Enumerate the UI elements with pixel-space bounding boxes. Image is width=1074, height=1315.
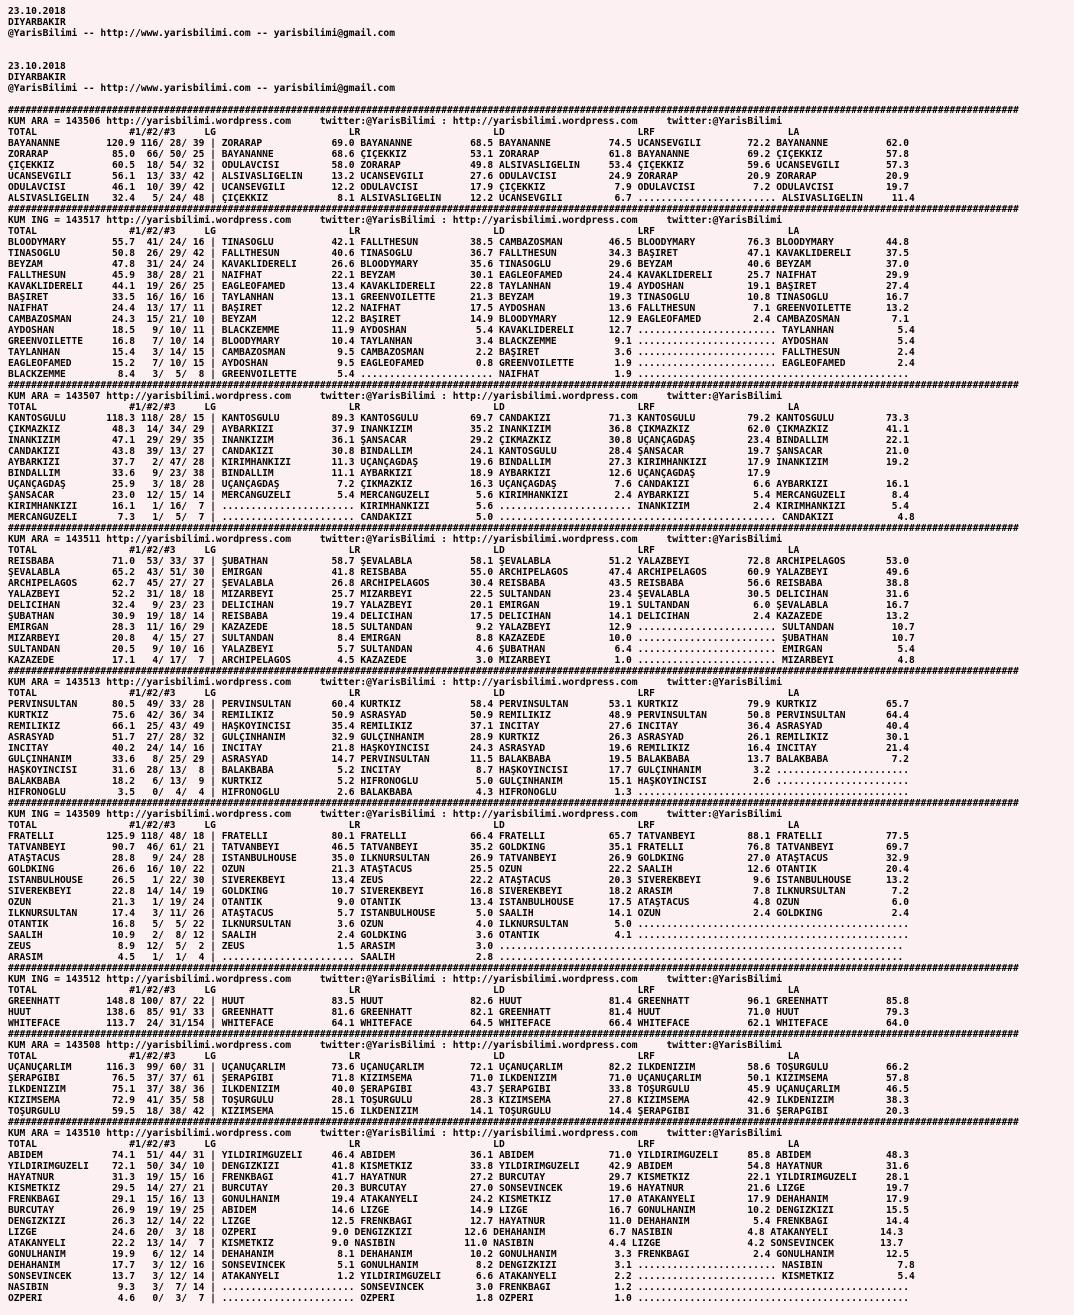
race-tables (8, 105, 1074, 1304)
report-line: ############################################################################################################################################################################### (8, 1117, 1019, 1128)
report-line: AYDOSHAN 18.5 9/ 10/ 11 | BLACKZEMME 11.9 AYDOSHAN 5.4 KAVAKLIDERELİ 12.7 ........................ TAYLANHAN 5.4 (8, 325, 915, 336)
report-line: İNANKIZIM 47.1 29/ 29/ 35 | İNANKIZIM 36.1 ŞANSACAR 29.2 ÇIKMAZKIZ 30.8 UÇANÇAGDAŞ 23.4 BINDALLIM 22.1 (8, 435, 910, 446)
report-line: İLKNURSULTAN 17.4 3/ 11/ 26 | ATAŞTACUS 5.7 İSTANBULHOUSE 5.0 SAALIH 14.1 ÖZÜN 2.4 GOLDKING 2.4 (8, 908, 910, 919)
report-line: KUM ARA = 143508 http://yarisbilimi.wordpress.com twitter:@YarisBilimi : http://yarisbilimi.wordpress.com twitter:@YarisBilimi (8, 1040, 782, 1051)
report-line: İLKDENİZİM 75.1 37/ 38/ 36 | İLKDENİZİM 40.0 ŞERAPGİBİ 43.7 ŞERAPGİBİ 33.8 TOŞURGÜLÜ 45.9 UÇANUÇARLIM 46.5 (8, 1084, 910, 1095)
report-line: KUM ING = 143509 http://yarisbilimi.wordpress.com twitter:@YarisBilimi : http://yarisbilimi.wordpress.com twitter:@YarisBilimi (8, 809, 782, 820)
report-line: TOTAL #1/#2/#3 LG LR LD LRF LA (8, 402, 800, 413)
report-line: GÜLÇİNHANIM 33.6 8/ 25/ 29 | ASRASYAD 14.7 PERVİNSULTAN 11.5 BALAKBABA 19.5 BALAKBABA 13.7 BALAKBABA 7.2 (8, 754, 910, 765)
report-line: LİZGE 24.6 20/ 3/ 18 | ÖZPERİ 9.0 DENGİZKIZI 12.6 DEHAHANIM 6.7 NASIBIN 4.8 ATAKANYELİ 14.3 (8, 1227, 904, 1238)
report-line: SONSEVİNCEK 13.7 3/ 12/ 14 | ATAKANYELİ 1.2 YILDIRIMGÜZELİ 6.6 ATAKANYELİ 2.2 ........................ KISMETKIZ 5.4 (8, 1271, 915, 1282)
report-line: ############################################################################################################################################################################### (8, 666, 1019, 677)
report-line: SİVEREKBEYİ 22.8 14/ 14/ 19 | GOLDKING 10.7 SİVEREKBEYİ 16.8 SİVEREKBEYİ 18.2 ARASIM 7.8 İLKNURSULTAN 7.2 (8, 886, 910, 897)
report-line: CANDAKIZI 43.8 39/ 13/ 27 | CANDAKIZI 30.8 BINDALLIM 24.1 KANTOSGÜLÜ 28.4 ŞANSACAR 19.7 ŞANSACAR 21.0 (8, 446, 910, 457)
report-line: NASIBIN 9.3 3/ 7/ 14 | ....................... SONSEVİNCEK 3.0 FRENKBAGI 1.2 ............................................... (8, 1282, 910, 1293)
header-date: 23.10.2018 (8, 6, 66, 17)
report-line: HİFRONOGLU 3.5 0/ 4/ 4 | HİFRONOGLU 2.6 BALAKBABA 4.3 HİFRONOGLU 1.3 ............................................... (8, 787, 910, 798)
report-line: FRENKBAGI 29.1 15/ 16/ 13 | GONULHANIM 19.4 ATAKANYELİ 24.2 KISMETKIZ 17.0 ATAKANYELİ 17.9 DEHAHANIM 17.9 (8, 1194, 910, 1205)
report-line: YALAZBEYİ 52.2 31/ 18/ 18 | MİZARBEYİ 25.7 MİZARBEYİ 22.5 SULTANDAN 23.4 ŞEVALABLA 30.5 DELİCİHAN 31.6 (8, 589, 910, 600)
report-line: TOTAL #1/#2/#3 LG LR LD LRF LA (8, 985, 800, 996)
report-line: MERCANGÜZELİ 7.3 1/ 5/ 7 | ....................... CANDAKIZI 5.0 ................................................ CANDAKIZI 4.8 (8, 512, 915, 523)
report-line: KUM ARA = 143510 http://yarisbilimi.wordpress.com twitter:@YarisBilimi : http://yarisbilimi.wordpress.com twitter:@YarisBilimi (8, 1128, 782, 1139)
report-line: ŞUBATHAN 30.9 19/ 18/ 14 | REİSBABA 19.4 DELİCİHAN 17.5 DELİCİHAN 14.1 DELİCİHAN 2.4 KAZAZEDE 13.2 (8, 611, 910, 622)
report-line: HAŞKOYİNCİSİ 31.6 28/ 13/ 8 | BALAKBABA 5.2 İNCİTAY 8.7 HAŞKOYİNCİSİ 17.7 GÜLÇİNHANIM 3.2 ....................... (8, 765, 910, 776)
report-line: KUM ARA = 143507 http://yarisbilimi.wordpress.com twitter:@YarisBilimi : http://yarisbilimi.wordpress.com twitter:@YarisBilimi (8, 391, 782, 402)
report-line: TINASOGLU 50.8 26/ 29/ 42 | FALLTHESUN 40.6 TINASOGLU 36.7 FALLTHESUN 34.3 BAŞIRET 47.1 KAVAKLIDERELİ 37.5 (8, 248, 910, 259)
report-line: KIRIMHANKIZI 16.1 1/ 16/ 7 | ....................... KIRIMHANKIZI 5.6 ....................... İNANKIZIM 2.4 KIRIMHANKIZI 5.4 (8, 501, 910, 512)
report-line: ASRASYAD 51.7 27/ 28/ 32 | GÜLÇİNHANIM 32.9 GÜLÇİNHANIM 28.9 KURTKIZ 26.3 ASRASYAD 26.1 REMİLİKIZ 30.1 (8, 732, 910, 743)
report-line: EAGLEOFAMED 15.2 7/ 10/ 15 | AYDOSHAN 9.5 EAGLEOFAMED 0.8 GREENVOILETTE 1.9 ........................ EAGLEOFAMED 2.4 (8, 358, 915, 369)
report-line: BEYZAM 47.8 31/ 24/ 24 | KAVAKLIDERELİ 26.6 BLOODYMARY 35.6 TINASOGLU 29.6 BEYZAM 40.6 BEYZAM 37.0 (8, 259, 910, 270)
report-line: KAVAKLIDERELİ 44.1 19/ 26/ 25 | EAGLEOFAMED 13.4 KAVAKLIDERELİ 22.8 TAYLANHAN 19.4 AYDOSHAN 19.1 BAŞIRET 27.4 (8, 281, 910, 292)
header-city: DIYARBAKIR (8, 72, 66, 83)
header-contact: @YarisBilimi -- http://www.yarisbilimi.com -- yarisbilimi@gmail.com (8, 28, 395, 39)
report-line: TOTAL #1/#2/#3 LG LR LD LRF LA (8, 226, 800, 237)
report-line: EMİRGAN 28.3 11/ 16/ 29 | KAZAZEDE 18.5 SULTANDAN 9.2 YALAZBEYİ 12.9 ........................ SULTANDAN 10.7 (8, 622, 915, 633)
report-line: ŞERAPGİBİ 76.5 37/ 37/ 61 | ŞERAPGİBİ 71.8 KIZIMSEMA 71.0 İLKDENİZİM 71.0 UÇANUÇARLIM 50.1 KIZIMSEMA 57.8 (8, 1073, 910, 1084)
report-line: ############################################################################################################################################################################### (8, 204, 1019, 215)
report-line: ATAŞTACUS 28.8 9/ 24/ 28 | İSTANBULHOUSE 35.0 İLKNURSULTAN 26.9 TATVANBEYİ 26.9 GOLDKING 27.0 ATAŞTACUS 32.9 (8, 853, 910, 864)
report-line: BURCUTAY 26.9 19/ 19/ 25 | ABİDEM 14.6 LİZGE 14.9 LİZGE 16.7 GONULHANIM 10.2 DENGİZKIZI 15.5 (8, 1205, 910, 1216)
report-line: ############################################################################################################################################################################### (8, 523, 1019, 534)
report-line: ABİDEM 74.1 51/ 44/ 31 | YILDIRIMGÜZELİ 46.4 ABİDEM 36.1 ABİDEM 71.0 YILDIRIMGÜZELİ 85.8 ABİDEM 48.3 (8, 1150, 910, 1161)
report-line: KANTOSGÜLÜ 118.3 118/ 28/ 15 | KANTOSGÜLÜ 89.3 KANTOSGÜLÜ 69.7 CANDAKIZI 71.3 KANTOSGÜLÜ 79.2 KANTOSGÜLÜ 73.3 (8, 413, 910, 424)
report-line: TAYLANHAN 15.4 3/ 14/ 15 | CAMBAZOSMAN 9.5 CAMBAZOSMAN 2.2 BAŞIRET 3.6 ........................ FALLTHESUN 2.4 (8, 347, 915, 358)
report-line: ŞEVALABLA 65.2 43/ 51/ 30 | EMİRGAN 41.8 REİSBABA 55.0 ARCHİPELAGOS 47.4 ARCHİPELAGOS 60.9 YALAZBEYİ 49.6 (8, 567, 910, 578)
report-line: ############################################################################################################################################################################### (8, 105, 1019, 116)
report-line: BLACKZEMME 8.4 3/ 5/ 8 | GREENVOILETTE 5.4 ....................... NAIFHAT 1.9 ............................................... (8, 369, 910, 380)
report-line: KUM ING = 143517 http://yarisbilimi.wordpress.com twitter:@YarisBilimi : http://yarisbilimi.wordpress.com twitter:@YarisBilimi (8, 215, 782, 226)
report-line: BAYANANNE 120.9 116/ 28/ 39 | ZORARAP 69.0 BAYANANNE 68.5 BAYANANNE 74.5 UCANSEVGİLİ 72.2 BAYANANNE 62.0 (8, 138, 910, 149)
report-line: REİSBABA 71.0 53/ 33/ 37 | ŞUBATHAN 58.7 ŞEVALABLA 58.1 ŞEVALABLA 51.2 YALAZBEYİ 72.8 ARCHİPELAGOS 53.0 (8, 556, 910, 567)
report-line: ############################################################################################################################################################################### (8, 1029, 1019, 1040)
report-line: KUM ING = 143512 http://yarisbilimi.wordpress.com twitter:@YarisBilimi : http://yarisbilimi.wordpress.com twitter:@YarisBilimi (8, 974, 782, 985)
report-line: GOLDKING 26.6 16/ 10/ 22 | ÖZÜN 21.3 ATAŞTACUS 25.5 ÖZÜN 22.2 SAALIH 12.6 OTANTİK 20.4 (8, 864, 910, 875)
report-line: KISMETKIZ 29.5 14/ 27/ 21 | BURCUTAY 20.3 BURCUTAY 27.0 SONSEVİNCEK 19.6 HAYATNUR 21.6 LİZGE 19.7 (8, 1183, 910, 1194)
report-line: TOTAL #1/#2/#3 LG LR LD LRF LA (8, 127, 800, 138)
report-line: ŞANSACAR 23.0 12/ 15/ 14 | MERCANGÜZELİ 5.4 MERCANGÜZELİ 5.6 KIRIMHANKIZI 2.4 AYBARKIZI 5.4 MERCANGÜZELİ 8.4 (8, 490, 910, 501)
report-line: ODULAVCISI 46.1 10/ 39/ 42 | UCANSEVGİLİ 12.2 ODULAVCISI 17.9 ÇİÇEKKIZ 7.9 ODULAVCISI 7.2 ODULAVCISI 19.7 (8, 182, 910, 193)
report-line: DEHAHANIM 17.7 3/ 12/ 16 | SONSEVİNCEK 5.1 GONULHANIM 8.2 DENGİZKIZI 3.1 ........................ NASIBIN 7.8 (8, 1260, 915, 1271)
report-line: ÖZÜN 21.3 1/ 19/ 24 | OTANTİK 9.0 OTANTİK 13.4 İSTANBULHOUSE 17.5 ATAŞTACUS 4.8 ÖZÜN 6.0 (8, 897, 910, 908)
report-line: YILDIRIMGÜZELİ 72.1 50/ 34/ 10 | DENGİZKIZI 41.8 KISMETKIZ 33.8 YILDIRIMGÜZELİ 42.9 ABİDEM 54.8 HAYATNUR 31.6 (8, 1161, 910, 1172)
report-line: SAALIH 10.9 2/ 8/ 12 | SAALIH 2.4 GOLDKING 3.6 OTANTİK 4.1 ............................................... (8, 930, 910, 941)
report-line: TOŞURGÜLÜ 59.5 18/ 38/ 42 | KIZIMSEMA 15.6 İLKDENİZİM 14.1 TOŞURGÜLÜ 14.4 ŞERAPGİBİ 31.6 ŞERAPGİBİ 20.3 (8, 1106, 910, 1117)
report-header-1 (8, 6, 1074, 39)
report-line: ÖZPERİ 4.6 0/ 3/ 7 | ....................... ÖZPERİ 1.8 ÖZPERİ 1.0 ............................................... (8, 1293, 910, 1304)
report-line: PERVİNSULTAN 80.5 49/ 33/ 28 | PERVİNSULTAN 60.4 KURTKIZ 58.4 PERVİNSULTAN 53.1 KURTKIZ 79.9 KURTKIZ 65.7 (8, 699, 910, 710)
report-line: HUUT 138.6 85/ 91/ 33 | GREENHATT 81.6 GREENHATT 82.1 GREENHATT 81.4 HUUT 71.0 HUUT 79.3 (8, 1007, 910, 1018)
report-line: UÇANÇAGDAŞ 25.9 3/ 18/ 28 | UÇANÇAGDAŞ 7.2 ÇIKMAZKIZ 16.3 UÇANÇAGDAŞ 7.6 CANDAKIZI 6.6 AYBARKIZI 16.1 (8, 479, 910, 490)
report-line: GREENHATT 148.8 100/ 87/ 22 | HUUT 83.5 HUUT 82.6 HUUT 81.4 GREENHATT 96.1 GREENHATT 85.8 (8, 996, 910, 1007)
report-line: UÇANUÇARLIM 116.3 99/ 60/ 31 | UÇANUÇARLIM 73.6 UÇANUÇARLIM 72.1 UÇANUÇARLIM 82.2 İLKDENİZİM 58.6 TOŞURGÜLÜ 66.2 (8, 1062, 910, 1073)
report-line: TOTAL #1/#2/#3 LG LR LD LRF LA (8, 688, 800, 699)
report-line: GONULHANIM 19.9 6/ 12/ 14 | DEHAHANIM 8.1 DEHAHANIM 10.2 GONULHANIM 3.3 FRENKBAGI 2.4 GONULHANIM 12.5 (8, 1249, 910, 1260)
report-line: ############################################################################################################################################################################### (8, 963, 1019, 974)
report-line: SULTANDAN 20.5 9/ 10/ 16 | YALAZBEYİ 5.7 SULTANDAN 4.6 ŞUBATHAN 6.4 ........................ EMİRGAN 5.4 (8, 644, 915, 655)
report-line: GREENVOILETTE 16.8 7/ 10/ 14 | BLOODYMARY 10.4 TAYLANHAN 3.4 BLACKZEMME 9.1 ........................ AYDOSHAN 5.4 (8, 336, 915, 347)
report-line: BLOODYMARY 55.7 41/ 24/ 16 | TINASOGLU 42.1 FALLTHESUN 38.5 CAMBAZOSMAN 46.5 BLOODYMARY 76.3 BLOODYMARY 44.8 (8, 237, 910, 248)
report-line: DELİCİHAN 32.4 9/ 23/ 23 | DELİCİHAN 19.7 YALAZBEYİ 20.1 EMİRGAN 19.1 SULTANDAN 6.0 ŞEVALABLA 16.7 (8, 600, 910, 611)
report-line: UCANSEVGİLİ 56.1 13/ 33/ 42 | ALSIVASLIGELİN 13.2 UCANSEVGİLİ 27.6 ODULAVCISI 24.9 ZORARAP 20.9 ZORARAP 20.9 (8, 171, 910, 182)
report-line: ZEUS 8.9 12/ 5/ 2 | ZEUS 1.5 ARASIM 3.0 ...................................................................... (8, 941, 904, 952)
report-line: BINDALLIM 33.6 9/ 23/ 38 | BINDALLIM 11.1 AYBARKIZI 18.9 AYBARKIZI 12.6 UÇANÇAGDAŞ 17.9 (8, 468, 771, 479)
report-line: ############################################################################################################################################################################### (8, 798, 1019, 809)
report-line: FALLTHESUN 45.9 38/ 28/ 21 | NAIFHAT 22.1 BEYZAM 30.1 EAGLEOFAMED 24.4 KAVAKLIDERELİ 25.7 NAIFHAT 29.9 (8, 270, 910, 281)
report-line: HAYATNUR 31.3 19/ 15/ 16 | FRENKBAGI 41.7 HAYATNUR 27.2 BURCUTAY 29.7 KISMETKIZ 22.1 YILDIRIMGÜZELİ 28.1 (8, 1172, 910, 1183)
report-line: İNCİTAY 40.2 24/ 14/ 16 | İNCİTAY 21.8 HAŞKOYİNCİSİ 24.3 ASRASYAD 19.6 REMİLİKIZ 16.4 İNCİTAY 21.4 (8, 743, 910, 754)
header-city: DIYARBAKIR (8, 17, 66, 28)
report-line: TOTAL #1/#2/#3 LG LR LD LRF LA (8, 1051, 800, 1062)
report-line: DENGİZKIZI 26.3 12/ 14/ 22 | LİZGE 12.5 FRENKBAGI 12.7 HAYATNUR 11.0 DEHAHANIM 5.4 FRENKBAGI 14.4 (8, 1216, 910, 1227)
report-line: KUM ARA = 143511 http://yarisbilimi.wordpress.com twitter:@YarisBilimi : http://yarisbilimi.wordpress.com twitter:@YarisBilimi (8, 534, 782, 545)
report-line: KAZAZEDE 17.1 4/ 17/ 7 | ARCHİPELAGOS 4.5 KAZAZEDE 3.0 MİZARBEYİ 1.0 ........................ MİZARBEYİ 4.8 (8, 655, 915, 666)
report-line: WHITEFACE 113.7 24/ 31/154 | WHITEFACE 64.1 WHITEFACE 64.5 WHITEFACE 66.4 WHITEFACE 62.1 WHITEFACE 64.0 (8, 1018, 910, 1029)
report-line: BAŞIRET 33.5 16/ 16/ 16 | TAYLANHAN 13.1 GREENVOILETTE 21.3 BEYZAM 19.3 TINASOGLU 10.8 TINASOGLU 16.7 (8, 292, 910, 303)
report-line: BALAKBABA 18.2 6/ 13/ 9 | KURTKIZ 5.2 HİFRONOGLU 5.0 GÜLÇİNHANIM 15.1 HAŞKOYİNCİSİ 2.6 ....................... (8, 776, 910, 787)
report-line: TATVANBEYİ 90.7 46/ 61/ 21 | TATVANBEYİ 46.5 TATVANBEYİ 35.2 GOLDKING 35.1 FRATELLI 76.8 TATVANBEYİ 69.7 (8, 842, 910, 853)
report-line: ALSIVASLIGELİN 32.4 5/ 24/ 48 | ÇİÇEKKIZ 8.1 ALSIVASLIGELİN 12.2 UCANSEVGİLİ 6.7 ........................ ALSIVASLIGELİN 11.4 (8, 193, 915, 204)
report-line: MİZARBEYİ 20.8 4/ 15/ 27 | SULTANDAN 8.4 EMİRGAN 8.8 KAZAZEDE 10.0 ........................ ŞUBATHAN 10.7 (8, 633, 915, 644)
report-line: ÇIKMAZKIZ 48.3 14/ 34/ 29 | AYBARKIZI 37.9 İNANKIZIM 35.2 İNANKIZIM 36.8 ÇIKMAZKIZ 62.0 ÇIKMAZKIZ 41.1 (8, 424, 910, 435)
report-line: TOTAL #1/#2/#3 LG LR LD LRF LA (8, 1139, 800, 1150)
report-line: AYBARKIZI 37.7 2/ 47/ 28 | KIRIMHANKIZI 11.3 UÇANÇAGDAŞ 19.6 BINDALLIM 27.3 KIRIMHANKIZI 17.9 İNANKIZIM 19.2 (8, 457, 910, 468)
report-header-2 (8, 61, 1074, 94)
report-line: CAMBAZOSMAN 24.3 15/ 21/ 10 | BEYZAM 12.2 BAŞIRET 14.9 BLOODYMARY 12.9 EAGLEOFAMED 2.4 CAMBAZOSMAN 7.1 (8, 314, 910, 325)
report-line: ARASIM 4.5 1/ 1/ 4 | ....................... SAALIH 2.8 ...................................................................... (8, 952, 904, 963)
report-line: KUM ARA = 143513 http://yarisbilimi.wordpress.com twitter:@YarisBilimi : http://yarisbilimi.wordpress.com twitter:@YarisBilimi (8, 677, 782, 688)
report-line: ZORARAP 85.0 66/ 50/ 25 | BAYANANNE 68.6 ÇİÇEKKIZ 53.1 ZORARAP 61.8 BAYANANNE 69.2 ÇİÇEKKIZ 57.8 (8, 149, 910, 160)
report-line: KIZIMSEMA 72.9 41/ 35/ 58 | TOŞURGÜLÜ 28.1 TOŞURGÜLÜ 28.3 KIZIMSEMA 27.8 KIZIMSEMA 42.9 İLKDENİZİM 38.3 (8, 1095, 910, 1106)
report-line: REMİLİKIZ 66.1 25/ 43/ 49 | HAŞKOYİNCİSİ 35.4 REMİLİKIZ 37.1 İNCİTAY 27.6 İNCİTAY 36.4 ASRASYAD 40.4 (8, 721, 910, 732)
report-line: ATAKANYELİ 22.2 13/ 14/ 7 | KISMETKIZ 9.0 NASIBIN 11.0 NASIBIN 4.4 LİZGE 4.2 SONSEVİNCEK 13.7 (8, 1238, 904, 1249)
report-line: TOTAL #1/#2/#3 LG LR LD LRF LA (8, 545, 800, 556)
header-date: 23.10.2018 (8, 61, 66, 72)
report-line: KUM ARA = 143506 http://yarisbilimi.wordpress.com twitter:@YarisBilimi : http://yarisbilimi.wordpress.com twitter:@YarisBilimi (8, 116, 782, 127)
report-line: ARCHİPELAGOS 62.7 45/ 27/ 27 | ŞEVALABLA 26.8 ARCHİPELAGOS 30.4 REİSBABA 43.5 REİSBABA 56.6 REİSBABA 38.8 (8, 578, 910, 589)
report-line: ############################################################################################################################################################################### (8, 380, 1019, 391)
report-line: FRATELLI 125.9 118/ 48/ 18 | FRATELLI 80.1 FRATELLI 66.4 FRATELLI 65.7 TATVANBEYİ 88.1 FRATELLI 77.5 (8, 831, 910, 842)
report-line: TOTAL #1/#2/#3 LG LR LD LRF LA (8, 820, 800, 831)
header-contact: @YarisBilimi -- http://www.yarisbilimi.com -- yarisbilimi@gmail.com (8, 83, 395, 94)
report-line: KURTKIZ 75.6 42/ 36/ 34 | REMİLİKIZ 50.9 ASRASYAD 50.9 REMİLİKIZ 48.9 PERVİNSULTAN 50.8 PERVİNSULTAN 64.4 (8, 710, 910, 721)
report-line: NAIFHAT 24.4 13/ 17/ 11 | BAŞIRET 12.2 NAIFHAT 17.5 AYDOSHAN 13.6 FALLTHESUN 7.1 GREENVOILETTE 13.2 (8, 303, 910, 314)
report-line: OTANTİK 16.8 5/ 5/ 22 | İLKNURSULTAN 3.6 ÖZÜN 4.0 İLKNURSULTAN 5.0 ............................................... (8, 919, 910, 930)
report-line: İSTANBULHOUSE 26.5 1/ 22/ 30 | SİVEREKBEYİ 13.4 ZEUS 22.2 ATAŞTACUS 20.3 SİVEREKBEYİ 9.6 İSTANBULHOUSE 13.2 (8, 875, 910, 886)
report-line: ÇİÇEKKIZ 60.5 18/ 54/ 32 | ODULAVCISI 58.0 ZORARAP 49.8 ALSIVASLIGELİN 53.4 ÇİÇEKKIZ 59.6 UCANSEVGİLİ 57.3 (8, 160, 910, 171)
